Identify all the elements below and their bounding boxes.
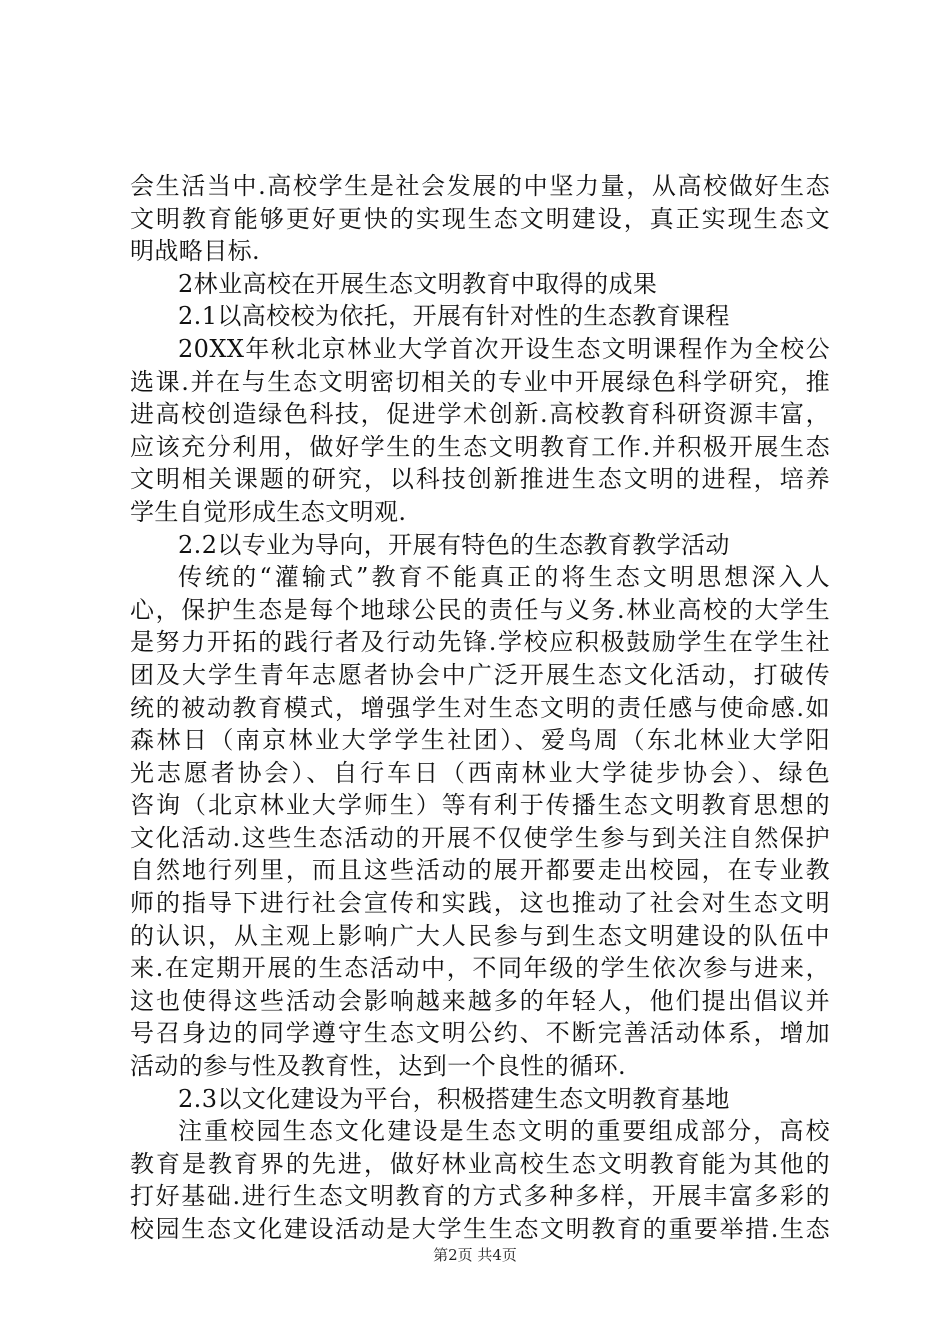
- text-line: 20XX年秋北京林业大学首次开设生态文明课程作为全校公: [178, 334, 830, 363]
- text-line: 这也使得这些活动会影响越来越多的年轻人，他们提出倡议并: [130, 986, 830, 1015]
- text-line: 活动的参与性及教育性，达到一个良性的循环.: [130, 1052, 627, 1081]
- text-line: 的认识，从主观上影响广大人民参与到生态文明建设的队伍中: [130, 921, 830, 950]
- subsection-heading: 2.2以专业为导向，开展有特色的生态教育教学活动: [178, 530, 730, 559]
- text-line: 咨询（北京林业大学师生）等有利于传播生态文明教育思想的: [130, 791, 830, 820]
- text-line: 学生自觉形成生态文明观.: [130, 497, 407, 526]
- text-line: 打好基础.进行生态文明教育的方式多种多样，开展丰富多彩的: [130, 1182, 830, 1211]
- body-text: [130, 170, 830, 1246]
- text-line: 心，保护生态是每个地球公民的责任与义务.林业高校的大学生: [130, 595, 830, 624]
- text-line: 来.在定期开展的生态活动中，不同年级的学生依次参与进来，: [130, 954, 830, 983]
- text-line: 教育是教育界的先进，做好林业高校生态文明教育能为其他的: [130, 1149, 830, 1178]
- text-line: 传统的“灌输式”教育不能真正的将生态文明思想深入人: [178, 563, 830, 592]
- text-line: 校园生态文化建设活动是大学生生态文明教育的重要举措.生态: [130, 1215, 830, 1243]
- section-heading: 2林业高校在开展生态文明教育中取得的成果: [178, 269, 658, 298]
- text-line: 文化活动.这些生态活动的开展不仅使学生参与到关注自然保护: [130, 823, 830, 852]
- text-line: 是努力开拓的践行者及行动先锋.学校应积极鼓励学生在学生社: [130, 628, 830, 657]
- text-line: 光志愿者协会）、自行车日（西南林业大学徒步协会）、绿色: [130, 758, 830, 787]
- text-line: 明战略目标.: [130, 237, 261, 266]
- text-line: 团及大学生青年志愿者协会中广泛开展生态文化活动，打破传: [130, 660, 830, 689]
- text-line: 会生活当中.高校学生是社会发展的中坚力量，从高校做好生态: [130, 172, 830, 200]
- text-line: 森林日（南京林业大学学生社团）、爱鸟周（东北林业大学阳: [130, 726, 830, 755]
- text-line: 进高校创造绿色科技，促进学术创新.高校教育科研资源丰富，: [130, 400, 830, 429]
- text-line: 师的指导下进行社会宣传和实践，这也推动了社会对生态文明: [130, 889, 830, 918]
- text-line: 文明相关课题的研究，以科技创新推进生态文明的进程，培养: [130, 465, 830, 494]
- page-footer: [0, 1244, 950, 1265]
- subsection-heading: 2.3以文化建设为平台，积极搭建生态文明教育基地: [178, 1084, 730, 1113]
- text-line: 应该充分利用，做好学生的生态文明教育工作.并积极开展生态: [130, 432, 830, 461]
- text-line: 文明教育能够更好更快的实现生态文明建设，真正实现生态文: [130, 204, 830, 233]
- text-line: 号召身边的同学遵守生态文明公约、不断完善活动体系，增加: [130, 1019, 830, 1048]
- text-line: 统的被动教育模式，增强学生对生态文明的责任感与使命感.如: [130, 693, 830, 722]
- page-number: 第2页 共4页: [433, 1246, 517, 1264]
- text-line: 注重校园生态文化建设是生态文明的重要组成部分，高校: [178, 1117, 830, 1146]
- text-line: 自然地行列里，而且这些活动的展开都要走出校园，在专业教: [130, 856, 830, 885]
- subsection-heading: 2.1以高校校为依托，开展有针对性的生态教育课程: [178, 302, 730, 331]
- text-line: 选课.并在与生态文明密切相关的专业中开展绿色科学研究，推: [130, 367, 830, 396]
